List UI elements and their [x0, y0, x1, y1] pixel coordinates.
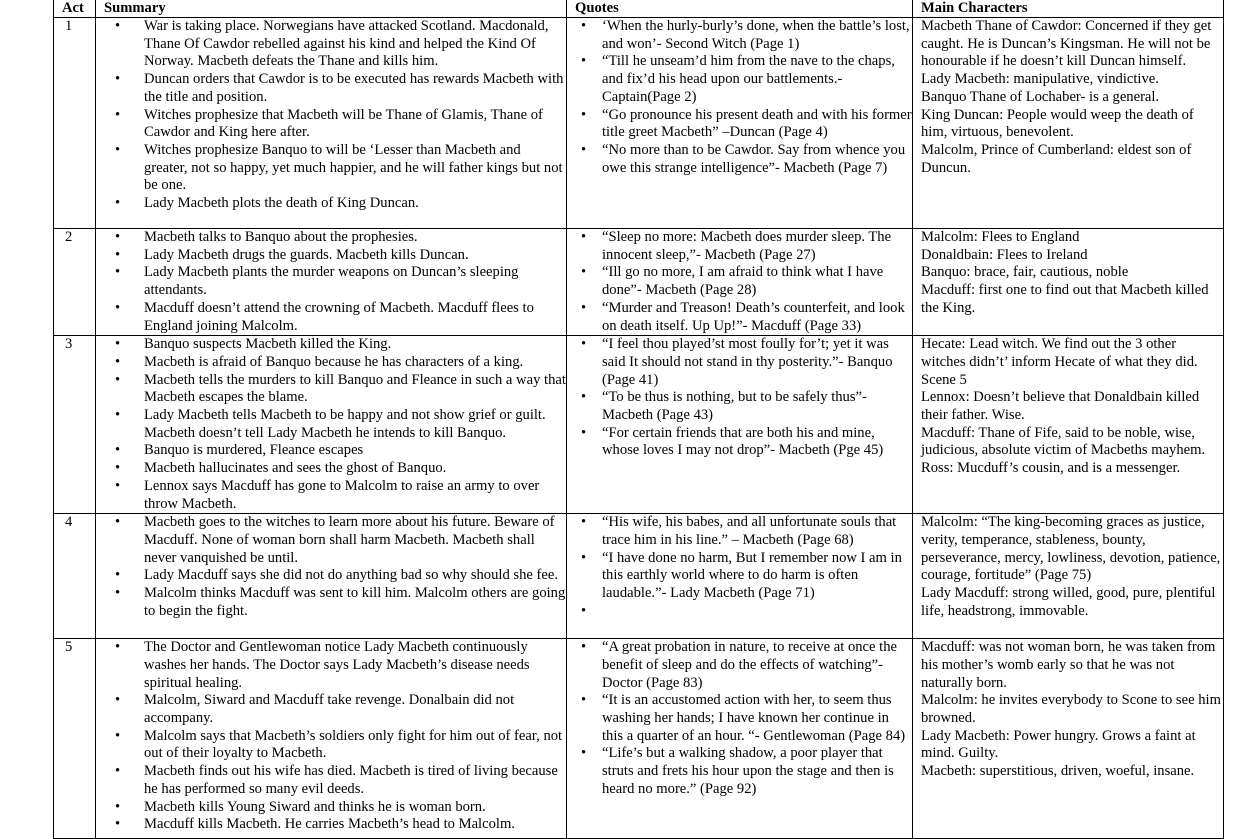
summary-bullet: • Lady Macduff says she did not do anything bad so why should she fee.: [104, 567, 566, 585]
act-row: [54, 639, 1224, 839]
character-line: Lady Macbeth: manipulative, vindictive.: [921, 71, 1159, 88]
summary-bullet: • Malcolm thinks Macduff was sent to kill him. Malcolm others are going to begin the fight.: [104, 585, 566, 620]
quotes-cell: [567, 18, 913, 229]
character-line: Lady Macduff: strong willed, good, pure, plentiful life, headstrong, immovable.: [921, 585, 1216, 619]
summary-bullet: • Macbeth talks to Banquo about the prophesies.: [104, 229, 566, 247]
summary-bullet: • Macbeth hallucinates and sees the ghost of Banquo.: [104, 460, 566, 478]
character-line: Donaldbain: Flees to Ireland: [921, 246, 1088, 263]
characters-cell: [913, 18, 1224, 229]
act-number: 3: [54, 336, 96, 514]
summary-bullet: • Lady Macbeth tells Macbeth to be happy and not show grief or guilt. Macbeth doesn’t tell Lady Macbeth he intends to kill Banquo.: [104, 407, 566, 442]
header-characters: Main Characters: [913, 0, 1224, 18]
act-number: 1: [54, 18, 96, 229]
summary-bullet: • Macbeth tells the murders to kill Banquo and Fleance in such a way that Macbeth escapes the blame.: [104, 372, 566, 407]
character-line: Malcolm: “The king-becoming graces as justice, verity, temperance, stableness, bounty, perseverance, mercy, lowliness, devotion, patience, courage, fortitude” (Page 75): [921, 514, 1221, 584]
character-line: King Duncan: People would weep the death of him, virtuous, benevolent.: [921, 106, 1194, 141]
summary-bullet: • Duncan orders that Cawdor is to be executed has rewards Macbeth with the title and position.: [104, 71, 566, 106]
quotes-cell: [567, 514, 913, 639]
quote-bullet: • “A great probation in nature, to receive at once the benefit of sleep and do the effects of watching”- Doctor (Page 83): [575, 639, 912, 692]
characters-cell: [913, 639, 1224, 839]
summary-cell: [96, 639, 567, 839]
summary-bullet: • Malcolm says that Macbeth’s soldiers only fight for him out of fear, not out of their loyalty to Macbeth.: [104, 728, 566, 763]
summary-cell: [96, 336, 567, 514]
quotes-cell: [567, 229, 913, 336]
characters-cell: [913, 229, 1224, 336]
character-line: Macduff: first one to find out that Macbeth killed the King.: [921, 282, 1209, 316]
act-number: 4: [54, 514, 96, 639]
quote-bullet: • “His wife, his babes, and all unfortunate souls that trace him in his line.” – Macbeth (Page 68): [575, 514, 912, 549]
character-line: Lennox: Doesn’t believe that Donaldbain killed their father. Wise.: [921, 389, 1200, 424]
character-line: Malcolm: Flees to England: [921, 229, 1080, 245]
quote-bullet: • “Sleep no more: Macbeth does murder sleep. The innocent sleep,”- Macbeth (Page 27): [575, 229, 912, 264]
character-line: Macbeth: superstitious, driven, woeful, insane.: [921, 763, 1195, 780]
act-number: 2: [54, 229, 96, 336]
summary-bullet: • Lady Macbeth plots the death of King Duncan.: [104, 195, 566, 213]
character-line: Macbeth Thane of Cawdor: Concerned if they get caught. He is Duncan’s Kingsman. He will not be honourable if he doesn’t kill Duncan himself.: [921, 18, 1212, 70]
header-row: [54, 0, 1224, 18]
character-line: Macduff: was not woman born, he was taken from his mother’s womb early so that he was not naturally born.: [921, 639, 1216, 691]
character-line: Lady Macbeth: Power hungry. Grows a faint at mind. Guilty.: [921, 727, 1196, 762]
summary-cell: [96, 514, 567, 639]
character-line: Macduff: Thane of Fife, said to be noble, wise, judicious, absolute victim of Macbeths mayhem.: [921, 424, 1206, 459]
character-line: Malcolm, Prince of Cumberland: eldest son of Duncun.: [921, 141, 1192, 176]
quote-bullet: • “Murder and Treason! Death’s counterfeit, and look on death itself. Up Up!”- Macduff (Page 33): [575, 300, 912, 335]
quote-bullet: • “Till he unseam’d him from the nave to the chaps, and fix’d his head upon our battlements.- Captain(Page 2): [575, 53, 912, 106]
character-line: Banquo: brace, fair, cautious, noble: [921, 264, 1129, 281]
summary-bullet: • Macbeth finds out his wife has died. Macbeth is tired of living because he has performed so many evil deeds.: [104, 763, 566, 798]
summary-bullet: • Banquo is murdered, Fleance escapes: [104, 442, 566, 460]
quote-bullet: [575, 603, 912, 621]
summary-bullet: • Macbeth goes to the witches to learn more about his future. Beware of Macduff. None of woman born shall harm Macbeth. Macbeth shall never vanquished be until.: [104, 514, 566, 567]
summary-bullet: • Lady Macbeth plants the murder weapons on Duncan’s sleeping attendants.: [104, 264, 566, 299]
summary-cell: [96, 229, 567, 336]
header-act: Act: [54, 0, 96, 18]
act-row: [54, 229, 1224, 336]
summary-cell: [96, 18, 567, 229]
quotes-cell: [567, 336, 913, 514]
quote-bullet: • “I have done no harm, But I remember now I am in this earthly world where to do harm is often laudable.”- Lady Macbeth (Page 71): [575, 550, 912, 603]
quote-bullet: • “To be thus is nothing, but to be safely thus”- Macbeth (Page 43): [575, 389, 912, 424]
header-summary: Summary: [96, 0, 567, 18]
summary-bullet: • Lady Macbeth drugs the guards. Macbeth kills Duncan.: [104, 247, 566, 265]
quote-bullet: • “Ill go no more, I am afraid to think what I have done”- Macbeth (Page 28): [575, 264, 912, 299]
summary-bullet: • Banquo suspects Macbeth killed the King.: [104, 336, 566, 354]
quote-bullet: • “No more than to be Cawdor. Say from whence you owe this strange intelligence”- Macbeth (Page 7): [575, 142, 912, 177]
quote-bullet: • ‘When the hurly-burly’s done, when the battle’s lost, and won’- Second Witch (Page 1): [575, 18, 912, 53]
quote-bullet: • “Life’s but a walking shadow, a poor player that struts and frets his hour upon the stage and then is heard no more.” (Page 92): [575, 745, 912, 798]
quotes-cell: [567, 639, 913, 839]
summary-bullet: • Macduff kills Macbeth. He carries Macbeth’s head to Malcolm.: [104, 816, 566, 834]
character-line: Ross: Mucduff’s cousin, and is a messenger.: [921, 460, 1181, 477]
character-line: Malcolm: he invites everybody to Scone to see him browned.: [921, 692, 1221, 727]
summary-bullet: • Macbeth is afraid of Banquo because he has characters of a king.: [104, 354, 566, 372]
act-number: 5: [54, 639, 96, 839]
characters-cell: [913, 336, 1224, 514]
act-row: [54, 514, 1224, 639]
macbeth-summary-table: [53, 0, 1224, 839]
summary-bullet: • Malcolm, Siward and Macduff take revenge. Donalbain did not accompany.: [104, 692, 566, 727]
character-line: Hecate: Lead witch. We find out the 3 other witches didn’t’ inform Hecate of what they did. Scene 5: [921, 336, 1198, 388]
act-row: [54, 18, 1224, 229]
summary-bullet: • Lennox says Macduff has gone to Malcolm to raise an army to over throw Macbeth.: [104, 478, 566, 513]
quote-bullet: • “Go pronounce his present death and with his former title greet Macbeth” –Duncan (Page 4): [575, 107, 912, 142]
summary-bullet: • The Doctor and Gentlewoman notice Lady Macbeth continuously washes her hands. The Doctor says Lady Macbeth’s disease needs spiritual healing.: [104, 639, 566, 692]
summary-bullet: • Witches prophesize Banquo to will be ‘Lesser than Macbeth and greater, not so happy, yet much happier, and he will father kings but not be one.: [104, 142, 566, 195]
act-row: [54, 336, 1224, 514]
summary-bullet: • Witches prophesize that Macbeth will be Thane of Glamis, Thane of Cawdor and King here after.: [104, 107, 566, 142]
summary-bullet: • Macbeth kills Young Siward and thinks he is woman born.: [104, 799, 566, 817]
summary-bullet: • Macduff doesn’t attend the crowning of Macbeth. Macduff flees to England joining Malcolm.: [104, 300, 566, 335]
quote-bullet: • “I feel thou played’st most foully for’t; yet it was said It should not stand in thy posterity.”- Banquo (Page 41): [575, 336, 912, 389]
header-quotes: Quotes: [567, 0, 913, 18]
quote-bullet: • “It is an accustomed action with her, to seem thus washing her hands; I have known her continue in this a quarter of an hour. “- Gentlewoman (Page 84): [575, 692, 912, 745]
character-line: Banquo Thane of Lochaber- is a general.: [921, 88, 1160, 105]
characters-cell: [913, 514, 1224, 639]
summary-bullet: • War is taking place. Norwegians have attacked Scotland. Macdonald, Thane Of Cawdor rebelled against his kind and helped the Kind Of Norway. Macbeth defeats the Thane and kills him.: [104, 18, 566, 71]
quote-bullet: • “For certain friends that are both his and mine, whose loves I may not drop”- Macbeth (Pge 45): [575, 425, 912, 460]
